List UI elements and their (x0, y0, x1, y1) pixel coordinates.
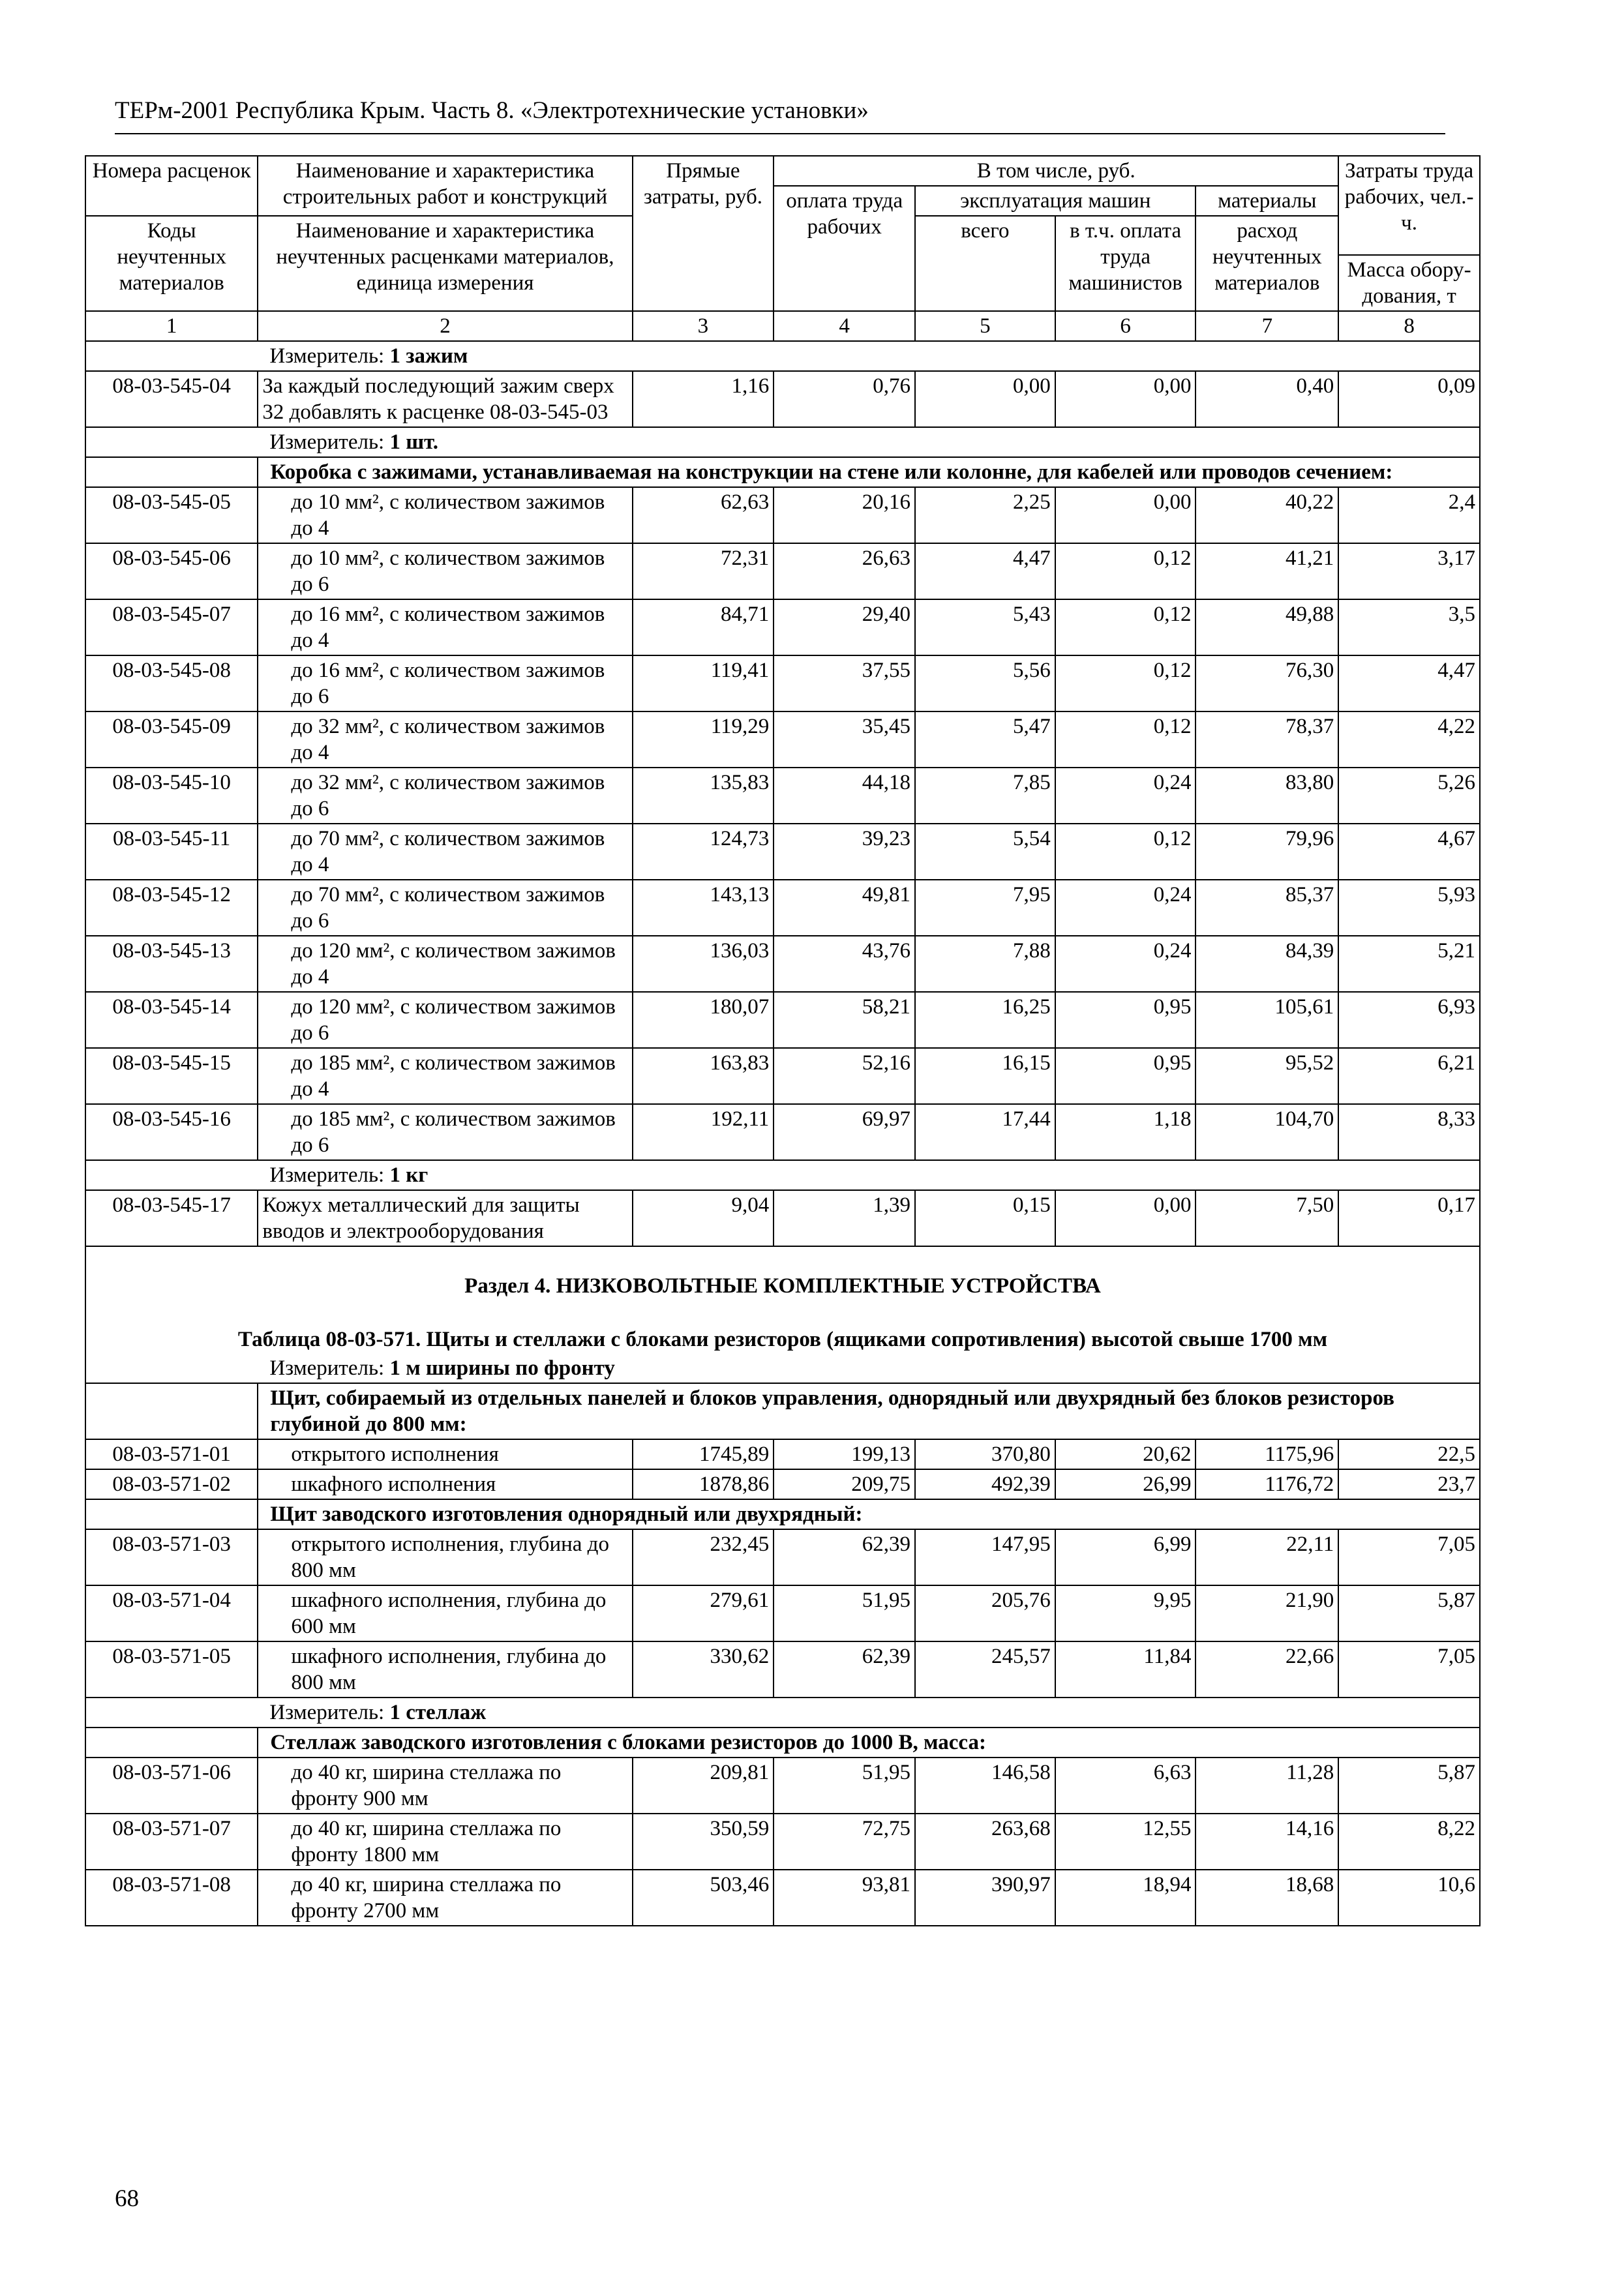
direct-cost: 9,04 (633, 1190, 774, 1246)
materials: 95,52 (1195, 1048, 1338, 1104)
direct-cost: 135,83 (633, 768, 774, 824)
col-num: 2 (258, 311, 632, 341)
col-labor-cost: Затраты труда рабочих, чел.-ч. (1338, 156, 1480, 255)
rate-code: 08-03-571-01 (85, 1439, 258, 1469)
labor-pay: 0,76 (774, 371, 915, 427)
machines-total: 390,97 (915, 1870, 1055, 1926)
table-row (85, 371, 1480, 427)
section-title-row (85, 1246, 1480, 1300)
machinist-pay: 26,99 (1055, 1469, 1196, 1499)
table-row (85, 599, 1480, 655)
rate-code: 08-03-545-14 (85, 992, 258, 1048)
direct-cost: 124,73 (633, 824, 774, 880)
materials: 1175,96 (1195, 1439, 1338, 1469)
rate-code: 08-03-571-02 (85, 1469, 258, 1499)
machines-total: 492,39 (915, 1469, 1055, 1499)
direct-cost: 136,03 (633, 936, 774, 992)
table-row (85, 1104, 1480, 1160)
materials: 83,80 (1195, 768, 1338, 824)
col-equip-mass: Масса обору-дования, т (1338, 255, 1480, 311)
measure-unit: 1 зажим (389, 344, 468, 368)
measure-label (258, 341, 1480, 371)
table-row (85, 824, 1480, 880)
col-num: 1 (85, 311, 258, 341)
machines-total: 5,54 (915, 824, 1055, 880)
machinist-pay: 12,55 (1055, 1814, 1196, 1870)
table-title: Таблица 08-03-571. Щиты и стеллажи с блоками резисторов (ящиками сопротивления) высотой свыше 1700 мм (85, 1300, 1480, 1354)
col-including: В том числе, руб. (774, 156, 1338, 186)
direct-cost: 330,62 (633, 1641, 774, 1698)
labor-cost: 4,22 (1338, 711, 1480, 768)
labor-pay: 49,81 (774, 880, 915, 936)
machines-total: 146,58 (915, 1758, 1055, 1814)
col-work-name: Наименование и характеристика строительных работ и конструкций (258, 156, 632, 216)
machinist-pay: 0,24 (1055, 768, 1196, 824)
rate-name: шкафного исполнения, глубина до 600 мм (258, 1585, 632, 1641)
measure-row (85, 427, 1480, 457)
direct-cost: 163,83 (633, 1048, 774, 1104)
labor-pay: 51,95 (774, 1585, 915, 1641)
rate-name: до 70 мм², с количеством зажимов до 6 (258, 880, 632, 936)
labor-cost: 7,05 (1338, 1641, 1480, 1698)
col-machinist-pay: в т.ч. оплата труда машинистов (1055, 216, 1196, 311)
direct-cost: 1745,89 (633, 1439, 774, 1469)
machines-total: 5,43 (915, 599, 1055, 655)
labor-pay: 29,40 (774, 599, 915, 655)
labor-pay: 62,39 (774, 1641, 915, 1698)
labor-cost: 5,26 (1338, 768, 1480, 824)
materials: 21,90 (1195, 1585, 1338, 1641)
machines-total: 370,80 (915, 1439, 1055, 1469)
materials: 1176,72 (1195, 1469, 1338, 1499)
rate-name: до 40 кг, ширина стеллажа по фронту 2700 мм (258, 1870, 632, 1926)
measure-prefix: Измеритель: (269, 430, 390, 454)
direct-cost: 279,61 (633, 1585, 774, 1641)
labor-cost: 7,05 (1338, 1529, 1480, 1585)
labor-cost: 4,47 (1338, 655, 1480, 711)
rate-name: За каждый последующий зажим сверх 32 добавлять к расценке 08-03-545-03 (258, 371, 632, 427)
rates-table (85, 155, 1481, 1926)
table-row (85, 936, 1480, 992)
table-row (85, 1585, 1480, 1641)
machines-total: 2,25 (915, 487, 1055, 543)
col-num: 6 (1055, 311, 1196, 341)
section-title: Раздел 4. НИЗКОВОЛЬТНЫЕ КОМПЛЕКТНЫЕ УСТРОЙСТВА (85, 1246, 1480, 1300)
labor-cost: 0,17 (1338, 1190, 1480, 1246)
labor-pay: 72,75 (774, 1814, 915, 1870)
rate-code: 08-03-571-07 (85, 1814, 258, 1870)
rate-code: 08-03-571-04 (85, 1585, 258, 1641)
labor-cost: 4,67 (1338, 824, 1480, 880)
table-row (85, 1190, 1480, 1246)
labor-cost: 6,21 (1338, 1048, 1480, 1104)
col-num: 7 (1195, 311, 1338, 341)
measure-spacer (85, 427, 258, 457)
column-numbers-row (85, 311, 1480, 341)
machines-total: 245,57 (915, 1641, 1055, 1698)
machines-total: 16,25 (915, 992, 1055, 1048)
table-row (85, 655, 1480, 711)
table-row (85, 768, 1480, 824)
machinist-pay: 0,95 (1055, 1048, 1196, 1104)
rate-name: до 10 мм², с количеством зажимов до 4 (258, 487, 632, 543)
labor-pay: 52,16 (774, 1048, 915, 1104)
heading-spacer (85, 1383, 258, 1439)
machinist-pay: 0,95 (1055, 992, 1196, 1048)
group-heading-row (85, 1383, 1480, 1439)
materials: 79,96 (1195, 824, 1338, 880)
rate-name: Кожух металлический для защиты вводов и электрооборудования (258, 1190, 632, 1246)
direct-cost: 84,71 (633, 599, 774, 655)
rate-code: 08-03-545-05 (85, 487, 258, 543)
labor-cost: 6,93 (1338, 992, 1480, 1048)
direct-cost: 209,81 (633, 1758, 774, 1814)
rate-code: 08-03-571-08 (85, 1870, 258, 1926)
direct-cost: 72,31 (633, 543, 774, 599)
direct-cost: 62,63 (633, 487, 774, 543)
labor-cost: 8,33 (1338, 1104, 1480, 1160)
direct-cost: 143,13 (633, 880, 774, 936)
materials: 84,39 (1195, 936, 1338, 992)
measure-label (258, 1698, 1480, 1728)
rate-name: до 120 мм², с количеством зажимов до 4 (258, 936, 632, 992)
machinist-pay: 1,18 (1055, 1104, 1196, 1160)
labor-cost: 2,4 (1338, 487, 1480, 543)
table-row (85, 1469, 1480, 1499)
measure-row (85, 1698, 1480, 1728)
measure-prefix: Измеритель: (269, 1356, 390, 1380)
rate-code: 08-03-545-06 (85, 543, 258, 599)
rate-name: шкафного исполнения, глубина до 800 мм (258, 1641, 632, 1698)
measure-unit: 1 м ширины по фронту (389, 1356, 615, 1380)
rate-code: 08-03-545-04 (85, 371, 258, 427)
direct-cost: 350,59 (633, 1814, 774, 1870)
rate-name: до 120 мм², с количеством зажимов до 6 (258, 992, 632, 1048)
rate-name: до 185 мм², с количеством зажимов до 6 (258, 1104, 632, 1160)
measure-spacer (85, 1698, 258, 1728)
rate-name: до 70 мм², с количеством зажимов до 4 (258, 824, 632, 880)
machines-total: 5,56 (915, 655, 1055, 711)
machines-total: 7,85 (915, 768, 1055, 824)
table-row (85, 1758, 1480, 1814)
rate-name: до 32 мм², с количеством зажимов до 4 (258, 711, 632, 768)
rate-name: до 32 мм², с количеством зажимов до 6 (258, 768, 632, 824)
labor-pay: 209,75 (774, 1469, 915, 1499)
measure-unit: 1 шт. (389, 430, 439, 454)
machinist-pay: 0,24 (1055, 880, 1196, 936)
rate-name: открытого исполнения, глубина до 800 мм (258, 1529, 632, 1585)
table-row (85, 1870, 1480, 1926)
machinist-pay: 0,12 (1055, 824, 1196, 880)
table-title-row (85, 1300, 1480, 1354)
col-materials: материалы (1195, 186, 1338, 216)
rate-code: 08-03-545-15 (85, 1048, 258, 1104)
machinist-pay: 0,12 (1055, 655, 1196, 711)
machines-total: 0,00 (915, 371, 1055, 427)
machines-total: 205,76 (915, 1585, 1055, 1641)
labor-pay: 39,23 (774, 824, 915, 880)
table-row (85, 543, 1480, 599)
rate-code: 08-03-545-13 (85, 936, 258, 992)
group-heading-row (85, 1728, 1480, 1758)
measure-prefix: Измеритель: (269, 1701, 390, 1724)
machines-total: 7,95 (915, 880, 1055, 936)
rate-code: 08-03-545-09 (85, 711, 258, 768)
page-number: 68 (115, 2185, 139, 2212)
labor-cost: 8,22 (1338, 1814, 1480, 1870)
rate-code: 08-03-571-03 (85, 1529, 258, 1585)
rate-code: 08-03-571-05 (85, 1641, 258, 1698)
labor-pay: 93,81 (774, 1870, 915, 1926)
labor-pay: 37,55 (774, 655, 915, 711)
direct-cost: 1878,86 (633, 1469, 774, 1499)
machines-total: 16,15 (915, 1048, 1055, 1104)
materials: 78,37 (1195, 711, 1338, 768)
measure-label (258, 427, 1480, 457)
materials: 49,88 (1195, 599, 1338, 655)
rate-name: до 16 мм², с количеством зажимов до 6 (258, 655, 632, 711)
labor-cost: 23,7 (1338, 1469, 1480, 1499)
group-heading: Стеллаж заводского изготовления с блоками резисторов до 1000 В, масса: (258, 1728, 1480, 1758)
heading-spacer (85, 1499, 258, 1529)
rate-name: до 185 мм², с количеством зажимов до 4 (258, 1048, 632, 1104)
materials: 11,28 (1195, 1758, 1338, 1814)
materials: 7,50 (1195, 1190, 1338, 1246)
labor-cost: 3,17 (1338, 543, 1480, 599)
col-num: 3 (633, 311, 774, 341)
measure-prefix: Измеритель: (269, 344, 390, 368)
rate-code: 08-03-545-11 (85, 824, 258, 880)
col-rate-numbers: Номера расценок (85, 156, 258, 216)
machinist-pay: 0,24 (1055, 936, 1196, 992)
measure-row (85, 1160, 1480, 1190)
heading-spacer (85, 457, 258, 487)
labor-pay: 51,95 (774, 1758, 915, 1814)
machines-total: 5,47 (915, 711, 1055, 768)
materials: 40,22 (1195, 487, 1338, 543)
machinist-pay: 0,12 (1055, 711, 1196, 768)
labor-cost: 5,93 (1338, 880, 1480, 936)
measure-unit: 1 стеллаж (389, 1701, 487, 1724)
materials: 22,66 (1195, 1641, 1338, 1698)
machinist-pay: 6,99 (1055, 1529, 1196, 1585)
labor-cost: 5,87 (1338, 1758, 1480, 1814)
table-row (85, 711, 1480, 768)
machinist-pay: 0,00 (1055, 1190, 1196, 1246)
materials: 41,21 (1195, 543, 1338, 599)
machinist-pay: 0,00 (1055, 487, 1196, 543)
rate-name: шкафного исполнения (258, 1469, 632, 1499)
labor-pay: 26,63 (774, 543, 915, 599)
materials: 104,70 (1195, 1104, 1338, 1160)
machinist-pay: 0,12 (1055, 599, 1196, 655)
materials: 0,40 (1195, 371, 1338, 427)
materials: 18,68 (1195, 1870, 1338, 1926)
heading-spacer (85, 1728, 258, 1758)
labor-pay: 199,13 (774, 1439, 915, 1469)
machinist-pay: 6,63 (1055, 1758, 1196, 1814)
machinist-pay: 0,12 (1055, 543, 1196, 599)
col-material-codes: Коды неучтенных материалов (85, 216, 258, 311)
table-row (85, 1048, 1480, 1104)
rate-name: открытого исполнения (258, 1439, 632, 1469)
group-heading: Коробка с зажимами, устанавливаемая на конструкции на стене или колонне, для кабелей или проводов сечением: (258, 457, 1480, 487)
machines-total: 263,68 (915, 1814, 1055, 1870)
rate-name: до 40 кг, ширина стеллажа по фронту 900 мм (258, 1758, 632, 1814)
table-row (85, 487, 1480, 543)
measure-spacer (85, 341, 258, 371)
rate-code: 08-03-545-10 (85, 768, 258, 824)
machines-total: 4,47 (915, 543, 1055, 599)
labor-pay: 43,76 (774, 936, 915, 992)
table-row (85, 1529, 1480, 1585)
labor-pay: 35,45 (774, 711, 915, 768)
rate-code: 08-03-571-06 (85, 1758, 258, 1814)
header-rule (115, 133, 1445, 134)
measure-row (85, 1354, 1480, 1383)
measure-prefix: Измеритель: (269, 1163, 390, 1187)
machinist-pay: 11,84 (1055, 1641, 1196, 1698)
labor-pay: 62,39 (774, 1529, 915, 1585)
group-heading-row (85, 457, 1480, 487)
machines-total: 147,95 (915, 1529, 1055, 1585)
labor-cost: 3,5 (1338, 599, 1480, 655)
direct-cost: 503,46 (633, 1870, 774, 1926)
col-machines-total: всего (915, 216, 1055, 311)
measure-label (258, 1160, 1480, 1190)
machinist-pay: 9,95 (1055, 1585, 1196, 1641)
running-header: ТЕРм-2001 Республика Крым. Часть 8. «Электротехнические установки» (115, 97, 869, 124)
group-heading: Щит заводского изготовления однорядный или двухрядный: (258, 1499, 1480, 1529)
materials: 85,37 (1195, 880, 1338, 936)
machines-total: 7,88 (915, 936, 1055, 992)
group-heading: Щит, собираемый из отдельных панелей и блоков управления, однорядный или двухрядный без блоков резисторов глубиной до 800 мм: (258, 1383, 1480, 1439)
labor-pay: 44,18 (774, 768, 915, 824)
rate-name: до 40 кг, ширина стеллажа по фронту 1800 мм (258, 1814, 632, 1870)
rate-code: 08-03-545-08 (85, 655, 258, 711)
col-direct-costs: Прямые затраты, руб. (633, 156, 774, 311)
labor-cost: 5,87 (1338, 1585, 1480, 1641)
labor-pay: 69,97 (774, 1104, 915, 1160)
col-num: 8 (1338, 311, 1480, 341)
labor-pay: 20,16 (774, 487, 915, 543)
rate-name: до 10 мм², с количеством зажимов до 6 (258, 543, 632, 599)
table-row (85, 880, 1480, 936)
col-num: 5 (915, 311, 1055, 341)
machinist-pay: 18,94 (1055, 1870, 1196, 1926)
labor-cost: 10,6 (1338, 1870, 1480, 1926)
machinist-pay: 20,62 (1055, 1439, 1196, 1469)
machines-total: 17,44 (915, 1104, 1055, 1160)
col-labor-pay: оплата труда рабочих (774, 186, 915, 311)
machines-total: 0,15 (915, 1190, 1055, 1246)
direct-cost: 119,29 (633, 711, 774, 768)
rate-code: 08-03-545-07 (85, 599, 258, 655)
table-row (85, 1641, 1480, 1698)
labor-pay: 1,39 (774, 1190, 915, 1246)
rate-code: 08-03-545-16 (85, 1104, 258, 1160)
rate-code: 08-03-545-12 (85, 880, 258, 936)
measure-unit: 1 кг (389, 1163, 429, 1187)
table-row (85, 1439, 1480, 1469)
rate-name: до 16 мм², с количеством зажимов до 4 (258, 599, 632, 655)
table-row (85, 992, 1480, 1048)
col-machines: эксплуатация машин (915, 186, 1195, 216)
measure-spacer (85, 1160, 258, 1190)
direct-cost: 119,41 (633, 655, 774, 711)
rate-code: 08-03-545-17 (85, 1190, 258, 1246)
direct-cost: 192,11 (633, 1104, 774, 1160)
col-num: 4 (774, 311, 915, 341)
direct-cost: 232,45 (633, 1529, 774, 1585)
col-materials-unaccounted: расход неучтенных материалов (1195, 216, 1338, 311)
labor-pay: 58,21 (774, 992, 915, 1048)
labor-cost: 0,09 (1338, 371, 1480, 427)
labor-cost: 22,5 (1338, 1439, 1480, 1469)
col-material-name: Наименование и характеристика неучтенных расценками материалов, единица измерения (258, 216, 632, 311)
materials: 76,30 (1195, 655, 1338, 711)
direct-cost: 180,07 (633, 992, 774, 1048)
materials: 22,11 (1195, 1529, 1338, 1585)
materials: 105,61 (1195, 992, 1338, 1048)
measure-spacer (85, 1354, 258, 1383)
machinist-pay: 0,00 (1055, 371, 1196, 427)
measure-label (258, 1354, 1480, 1383)
table-row (85, 1814, 1480, 1870)
labor-cost: 5,21 (1338, 936, 1480, 992)
measure-row (85, 341, 1480, 371)
direct-cost: 1,16 (633, 371, 774, 427)
group-heading-row (85, 1499, 1480, 1529)
materials: 14,16 (1195, 1814, 1338, 1870)
